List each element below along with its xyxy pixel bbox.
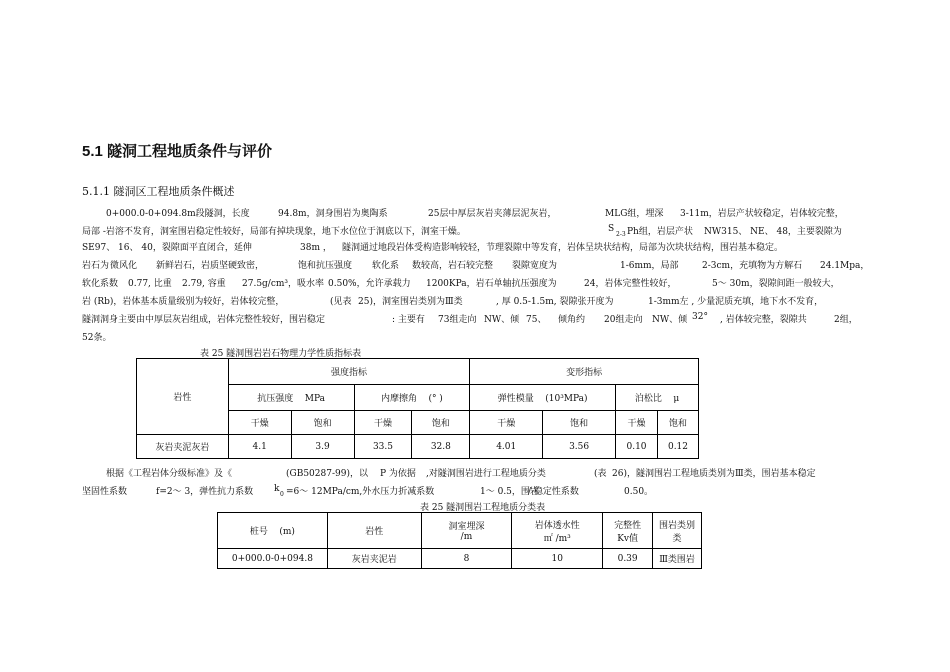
text-run: MLG组，埋深 bbox=[605, 209, 664, 219]
text-run: Ph组，岩层产状 bbox=[627, 227, 693, 237]
para1-line-1 bbox=[82, 206, 872, 220]
text-run: 2组， bbox=[834, 315, 858, 325]
text-run: 洞室埋深 bbox=[448, 522, 485, 532]
para1-line-5 bbox=[82, 276, 872, 290]
text-run: P 为依据 bbox=[380, 469, 416, 479]
text-run: (m) bbox=[279, 527, 295, 537]
text-run: 0.77, 比重 bbox=[128, 279, 172, 289]
table-row bbox=[137, 435, 699, 459]
table1-cond: 干燥 bbox=[470, 411, 543, 435]
text-run: 94.8m，洞身围岩为奥陶系 bbox=[278, 209, 388, 219]
para1-line-8 bbox=[82, 330, 872, 344]
text-run: 岩性 bbox=[365, 527, 384, 537]
text-run: 内摩擦角 bbox=[380, 394, 417, 404]
text-run: 数较高，岩石较完整 bbox=[412, 261, 494, 271]
para2-line-2 bbox=[82, 484, 872, 498]
rock-properties-table bbox=[136, 358, 699, 459]
text-run: /m bbox=[460, 532, 473, 542]
table1-sub-friction bbox=[354, 385, 470, 411]
text-run: 隧洞通过地段岩体受构造影响较轻，节理裂隙中等发育，岩体呈块状结构，局部为次块状结构，围岩基本稳定。 bbox=[342, 243, 784, 253]
text-run: 坚固性系数 bbox=[82, 487, 128, 497]
text-run: =6～ 12MPa/cm,外水压力折减系数 bbox=[286, 487, 435, 497]
text-run: 2-3cm，充填物为方解石 bbox=[702, 261, 803, 271]
para1-line-3 bbox=[82, 240, 872, 254]
text-run: 24，岩体完整性较好， bbox=[584, 279, 677, 289]
subsection-title: 5.1.1 隧洞区工程地质条件概述 bbox=[82, 185, 235, 198]
section-title: 5.1 隧洞工程地质条件与评价 bbox=[82, 143, 273, 160]
text-run: 38m ， bbox=[300, 243, 332, 253]
text-run: 25层中厚层灰岩夹薄层泥灰岩， bbox=[428, 209, 557, 219]
text-run: 3-11m，岩层产状较稳定，岩体较完整， bbox=[680, 209, 844, 219]
table1-sub-poisson bbox=[616, 385, 699, 411]
table1-cond: 饱和 bbox=[291, 411, 354, 435]
text-run: 倾角约 bbox=[558, 315, 586, 325]
text-run: , 厚 0.5-1.5m, 裂隙张开度为 bbox=[496, 297, 614, 307]
text-run: SE97、 16、 40，裂隙面平直闭合，延伸 bbox=[82, 243, 252, 253]
table1-cell: 0.12 bbox=[657, 435, 698, 459]
text-run: 2-3 bbox=[616, 231, 626, 238]
text-run: 新鲜岩石，岩质坚硬致密， bbox=[156, 261, 265, 271]
para1-line-2 bbox=[82, 224, 872, 238]
text-run: (GB50287-99)，以 bbox=[286, 469, 368, 479]
table2-head-depth bbox=[421, 513, 512, 549]
table1-cond: 干燥 bbox=[616, 411, 658, 435]
table2-cell: 0.39 bbox=[603, 549, 653, 569]
text-run: 0.50%，允许承载力 bbox=[328, 279, 411, 289]
text-run: 1-6mm，局部 bbox=[620, 261, 679, 271]
classification-table bbox=[217, 512, 702, 569]
text-run: / 稳定性系数 bbox=[528, 487, 579, 497]
text-run: 1～ 0.5，围岩 bbox=[480, 487, 539, 497]
text-run: 1-3mm左 , 少量泥质充填，地下水不发育， bbox=[648, 297, 824, 307]
table2-head-station bbox=[218, 513, 328, 549]
para1-line-6 bbox=[82, 294, 872, 308]
para1-line-7 bbox=[82, 312, 872, 326]
table1-cell: 4.1 bbox=[228, 435, 291, 459]
table2-head-lithology bbox=[327, 513, 421, 549]
table2-head-class bbox=[653, 513, 702, 549]
table1-cond: 干燥 bbox=[354, 411, 412, 435]
text-run: 73组走向 bbox=[438, 315, 477, 325]
text-run: 根据《工程岩体分级标准》及《 bbox=[106, 469, 233, 479]
table2-caption: 表 25 隧洞围岩工程地质分类表 bbox=[420, 503, 546, 513]
text-run: 2.79, 容重 bbox=[182, 279, 226, 289]
text-run: 泊松比 bbox=[634, 394, 662, 404]
text-run: 26)，隧洞围岩工程地质类别为Ⅲ类，围岩基本稳定 bbox=[612, 469, 816, 479]
text-run: 27.5g/cm³，吸水率 bbox=[242, 279, 325, 289]
table1-cell: 4.01 bbox=[470, 435, 543, 459]
table1-cond: 饱和 bbox=[412, 411, 470, 435]
table-row bbox=[218, 549, 702, 569]
text-run: 25)，洞室围岩类别为Ⅲ类 bbox=[358, 297, 463, 307]
table2-cell: 10 bbox=[512, 549, 603, 569]
table2-cell: Ⅲ类围岩 bbox=[653, 549, 702, 569]
table2-head-permeability bbox=[512, 513, 603, 549]
text-run: ,对隧洞围岩进行工程地质分类 bbox=[426, 469, 546, 479]
text-run: 5～ 30m，裂隙间距一般较大， bbox=[712, 279, 840, 289]
text-run: 0.50。 bbox=[624, 487, 654, 497]
table1-cell: 32.8 bbox=[412, 435, 470, 459]
table2-cell: 8 bbox=[421, 549, 512, 569]
text-run: , 岩体较完整，裂隙共 bbox=[720, 315, 807, 325]
text-run: NW、倾 bbox=[652, 315, 688, 325]
text-run: f=2～ 3，弹性抗力系数 bbox=[156, 487, 254, 497]
table1-caption: 表 25 隧洞围岩岩石物理力学性质指标表 bbox=[200, 349, 362, 359]
table1-group-strength: 强度指标 bbox=[228, 359, 470, 385]
text-run: 0+000.0-0+094.8m段隧洞，长度 bbox=[106, 209, 250, 219]
text-run: 隧洞洞身主要由中厚层灰岩组成，岩体完整性较好，围岩稳定 bbox=[82, 315, 326, 325]
text-run: 软化系数 bbox=[82, 279, 119, 289]
text-run: 32° bbox=[692, 312, 708, 322]
text-run: 抗压强度 bbox=[257, 394, 294, 404]
table1-cell: 33.5 bbox=[354, 435, 412, 459]
text-run: NW315、 NE、 48，主要裂隙为 bbox=[704, 227, 842, 237]
text-run: 52条。 bbox=[82, 333, 112, 343]
text-run: 24.1Mpa， bbox=[820, 261, 870, 271]
para2-line-1 bbox=[82, 466, 872, 480]
text-run: : 主要有 bbox=[392, 315, 425, 325]
text-run: ㎡ /m³ bbox=[543, 533, 571, 544]
table1-cond: 饱和 bbox=[543, 411, 616, 435]
table1-cond: 干燥 bbox=[228, 411, 291, 435]
table2-cell: 灰岩夹泥岩 bbox=[327, 549, 421, 569]
text-run: (表 bbox=[594, 469, 607, 479]
table1-cond: 饱和 bbox=[657, 411, 698, 435]
text-run: MPa bbox=[304, 394, 325, 404]
text-run: (° ) bbox=[428, 394, 443, 404]
text-run: 完整性 bbox=[614, 520, 642, 531]
table1-sub-modulus bbox=[470, 385, 616, 411]
text-run: 类 bbox=[672, 533, 682, 544]
text-run: 桩号 bbox=[249, 527, 268, 537]
text-run: 0 bbox=[280, 491, 284, 498]
text-run: 微风化 bbox=[110, 261, 138, 271]
text-run: 局部 -岩溶不发育，洞室围岩稳定性较好，局部有掉块现象，地下水位位于洞底以下，洞室干燥。 bbox=[82, 227, 466, 237]
text-run: 弹性模量 bbox=[497, 394, 534, 404]
text-run: k bbox=[274, 484, 280, 494]
text-run: 裂隙宽度为 bbox=[512, 261, 558, 271]
text-run: 岩石为 bbox=[82, 261, 110, 271]
text-run: 饱和抗压强度 bbox=[298, 261, 353, 271]
text-run: 75、 bbox=[526, 315, 547, 325]
text-run: 20组走向 bbox=[604, 315, 643, 325]
text-run: NW、倾 bbox=[484, 315, 520, 325]
table2-head-integrity bbox=[603, 513, 653, 549]
table1-cell: 3.9 bbox=[291, 435, 354, 459]
text-run: μ bbox=[673, 394, 680, 404]
table1-rowhead: 岩性 bbox=[137, 359, 229, 435]
text-run: 岩 (Rb)，岩体基本质量级别为较好，岩体较完整， bbox=[82, 297, 285, 307]
table2-cell: 0+000.0-0+094.8 bbox=[218, 549, 328, 569]
text-run: 围岩类别 bbox=[659, 520, 696, 531]
text-run: (见表 bbox=[330, 297, 352, 307]
table1-cell: 3.56 bbox=[543, 435, 616, 459]
text-run: S bbox=[608, 224, 615, 234]
text-run: (10³MPa) bbox=[545, 394, 588, 404]
text-run: 岩体透水性 bbox=[534, 520, 580, 531]
text-run: 1200KPa，岩石单轴抗压强度为 bbox=[426, 279, 557, 289]
para1-line-4 bbox=[82, 258, 872, 272]
table1-cell: 灰岩夹泥灰岩 bbox=[137, 435, 229, 459]
text-run: 软化系 bbox=[372, 261, 400, 271]
table1-cell: 0.10 bbox=[616, 435, 658, 459]
text-run: Kv值 bbox=[617, 533, 639, 544]
table1-sub-compressive bbox=[228, 385, 354, 411]
table1-group-deformation: 变形指标 bbox=[470, 359, 699, 385]
